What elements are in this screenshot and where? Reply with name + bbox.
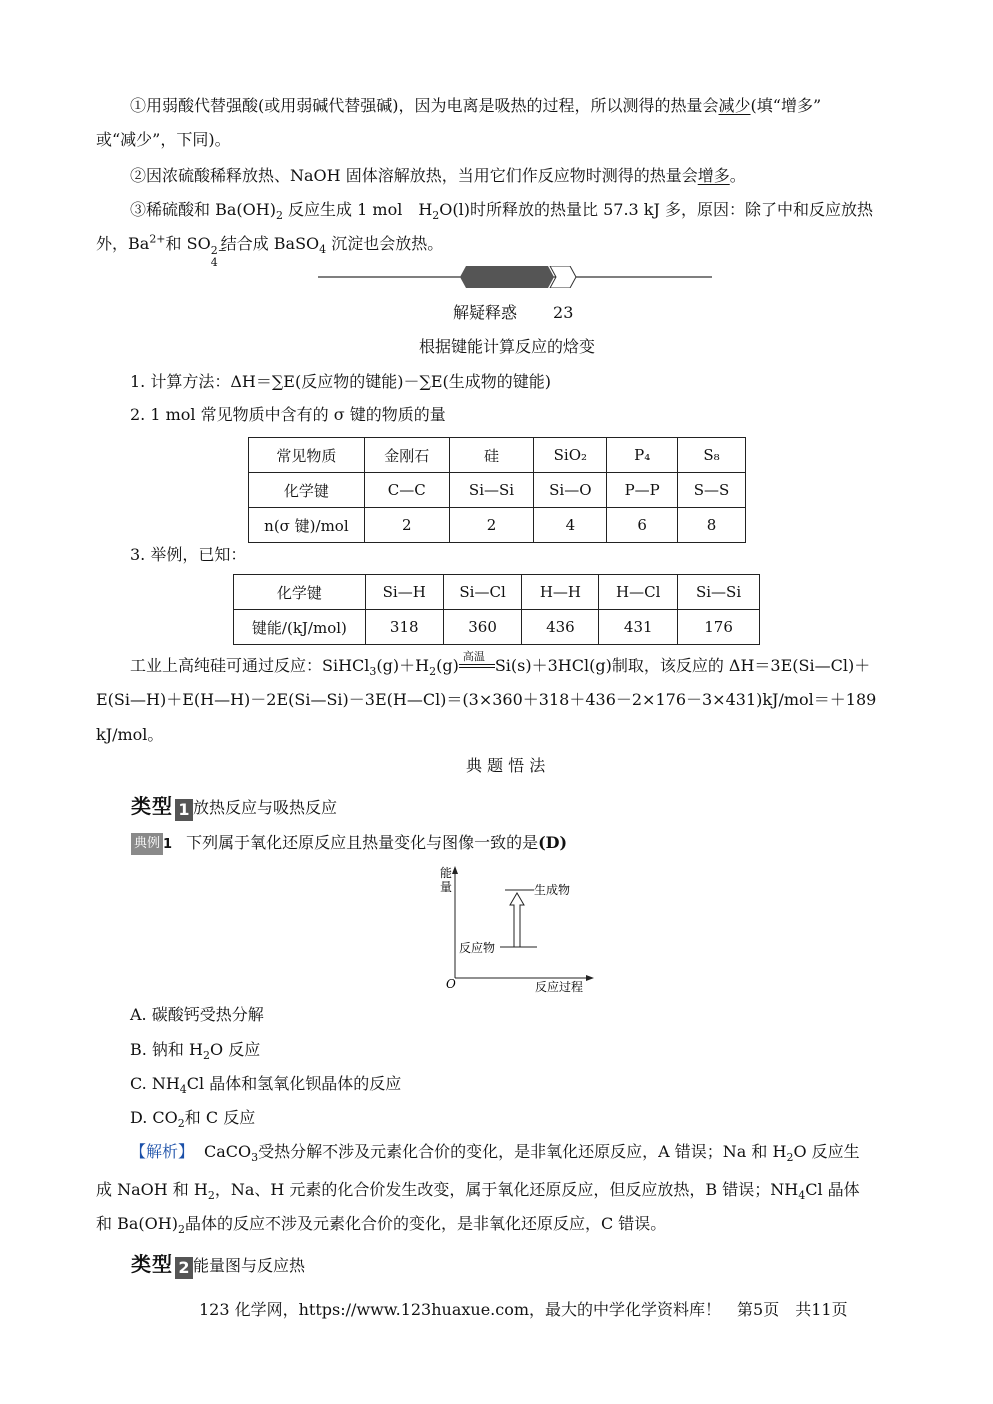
option-text: 和 C 反应 bbox=[184, 1108, 256, 1127]
answer-blank: 增多 bbox=[697, 166, 730, 185]
subscript: 2 bbox=[275, 209, 283, 223]
footer-text: 123 化学网，https://www.123huaxue.com，最大的中学化学资料库！ 第5页 共11页 bbox=[199, 1300, 848, 1319]
x-axis-arrow bbox=[586, 975, 594, 981]
analysis-text: 成 NaOH 和 H bbox=[96, 1180, 208, 1199]
table-cell: 360 bbox=[443, 610, 522, 645]
example-number: 1 bbox=[163, 837, 173, 852]
analysis-text: 受热分解不涉及元素化合价的变化，是非氧化还原反应，A 错误；Na 和 H bbox=[258, 1142, 787, 1161]
y-axis-label-1: 能 bbox=[440, 866, 453, 880]
sigma-bond-table bbox=[248, 437, 746, 543]
method-title bbox=[466, 756, 545, 776]
table-cell: Si—O bbox=[534, 473, 607, 508]
analysis-text: ，Na、H 元素的化合价发生改变，属于氧化还原反应，但反应放热，B 错误；NH bbox=[214, 1180, 799, 1199]
paragraph-text: 结合成 BaSO bbox=[220, 234, 320, 253]
point-2 bbox=[130, 405, 446, 425]
subscript: 3 bbox=[369, 665, 377, 679]
subscript: 4 bbox=[798, 1189, 806, 1203]
section-number: 23 bbox=[553, 303, 574, 322]
point-3 bbox=[130, 545, 246, 565]
method-title-text: 典 题 悟 法 bbox=[466, 756, 546, 775]
table-cell: 176 bbox=[678, 610, 760, 645]
option-a bbox=[130, 1005, 264, 1025]
table-cell: S—S bbox=[678, 473, 746, 508]
page-footer bbox=[199, 1300, 848, 1320]
analysis-text: 晶体的反应不涉及元素化合价的变化，是非氧化还原反应，C 错误。 bbox=[184, 1214, 667, 1233]
example-1 bbox=[131, 833, 567, 855]
calc-text: Si(s)＋3HCl(g)制取，该反应的 ΔH＝3E(Si—Cl)＋ bbox=[494, 656, 871, 675]
analysis-tag: 【解析】 bbox=[130, 1142, 195, 1161]
option-text: O 反应 bbox=[209, 1040, 261, 1059]
paragraph-text: ②因浓硫酸稀释放热、NaOH 固体溶解放热，当用它们作反应物时测得的热量会 bbox=[130, 166, 698, 185]
table-header-cell: 常见物质 bbox=[249, 438, 365, 473]
equals-bar bbox=[459, 664, 495, 665]
table-cell: 4 bbox=[534, 508, 607, 543]
subscript: 2 bbox=[207, 1189, 215, 1203]
table-row bbox=[234, 610, 760, 645]
paragraph-text: 外，Ba bbox=[96, 234, 150, 253]
reaction-condition: 高温 bbox=[462, 650, 485, 663]
subscript: 2 bbox=[177, 1117, 185, 1131]
table-cell: 436 bbox=[522, 610, 599, 645]
type-label: 类型 bbox=[131, 794, 173, 818]
calc-line-3 bbox=[96, 725, 163, 745]
type-label: 类型 bbox=[131, 1252, 173, 1276]
option-c bbox=[130, 1074, 402, 1097]
subscript: 4 bbox=[179, 1083, 187, 1097]
table-cell: 化学键 bbox=[249, 473, 365, 508]
y-axis-arrow bbox=[452, 866, 458, 874]
calc-line-1 bbox=[130, 650, 871, 679]
table-cell: 6 bbox=[607, 508, 678, 543]
section-title-text: 根据键能计算反应的焓变 bbox=[419, 337, 596, 356]
point-text: 2. 1 mol 常见物质中含有的 σ 键的物质的量 bbox=[130, 405, 446, 424]
table-row bbox=[249, 508, 746, 543]
bond-energy-table bbox=[233, 574, 760, 645]
analysis-text: Cl 晶体 bbox=[805, 1180, 860, 1199]
subscript: 2 bbox=[786, 1151, 794, 1165]
subscript: 2 bbox=[202, 1049, 210, 1063]
superscript: 2+ bbox=[149, 232, 166, 246]
paragraph-text: ①用弱酸代替强酸(或用弱碱代替强碱)，因为电离是吸热的过程，所以测得的热量会 bbox=[130, 96, 719, 115]
table-header-cell: Si—Cl bbox=[443, 575, 522, 610]
paragraph-text: (填“增多” bbox=[750, 96, 822, 115]
paragraph-3-line-2: 外，$Ba^{2+}$和 SO 2− 4 结合成 BaSO$_4$ 沉淀也会放热。 bbox=[96, 232, 444, 269]
option-text: C. NH bbox=[130, 1074, 180, 1093]
calc-text: kJ/mol。 bbox=[96, 725, 164, 744]
paragraph-text: 和 SO bbox=[165, 234, 211, 253]
table-header-cell: H—H bbox=[522, 575, 599, 610]
section-title bbox=[419, 337, 595, 357]
type-text: 放热反应与吸热反应 bbox=[193, 798, 338, 817]
energy-arrow bbox=[510, 893, 524, 947]
equals-bar bbox=[459, 667, 495, 668]
type-1-heading bbox=[131, 790, 337, 821]
point-text: 3. 举例，已知： bbox=[130, 545, 247, 564]
calc-text: E(Si—H)＋E(H—H)－2E(Si—Si)－3E(H—Cl)＝(3×360＋318＋436－2×176－3×431)kJ/mol＝＋189 bbox=[96, 690, 877, 709]
subscript: 2 bbox=[429, 665, 437, 679]
type-2-heading bbox=[131, 1248, 305, 1279]
product-label: 生成物 bbox=[534, 883, 571, 897]
option-text: D. CO bbox=[130, 1108, 178, 1127]
table-header-cell: Si—Si bbox=[678, 575, 760, 610]
table-header-cell: H—Cl bbox=[599, 575, 678, 610]
point-1 bbox=[130, 372, 551, 392]
example-question: 下列属于氧化还原反应且热量变化与图像一致的是 bbox=[186, 833, 539, 852]
example-tag: 典例 bbox=[131, 833, 163, 855]
subscript: 2 bbox=[432, 209, 440, 223]
energy-diagram bbox=[430, 860, 600, 996]
table-header-cell: S₈ bbox=[678, 438, 746, 473]
reaction-condition-arrow bbox=[459, 650, 495, 676]
table-header-cell: 金刚石 bbox=[364, 438, 449, 473]
table-cell: P—P bbox=[607, 473, 678, 508]
option-text: A. 碳酸钙受热分解 bbox=[130, 1005, 264, 1024]
option-text: B. 钠和 H bbox=[130, 1040, 203, 1059]
table-cell: n(σ 键)/mol bbox=[249, 508, 365, 543]
point-text: 1. 计算方法：ΔH＝∑E(反应物的键能)－∑E(生成物的键能) bbox=[130, 372, 552, 391]
calc-text: (g)＋H bbox=[376, 656, 430, 675]
paragraph-3-line-1 bbox=[130, 200, 873, 223]
analysis-line-2 bbox=[96, 1180, 860, 1203]
type-text: 能量图与反应热 bbox=[193, 1256, 306, 1275]
analysis-text: O 反应生 bbox=[793, 1142, 860, 1161]
analysis-text: 和 Ba(OH) bbox=[96, 1214, 178, 1233]
origin-label: O bbox=[446, 977, 456, 991]
option-b bbox=[130, 1040, 261, 1063]
analysis-text: CaCO bbox=[204, 1142, 252, 1161]
y-axis-label-2: 量 bbox=[440, 880, 453, 894]
section-divider bbox=[318, 266, 712, 288]
paragraph-text: ③稀硫酸和 Ba(OH) bbox=[130, 200, 276, 219]
subscript: 3 bbox=[251, 1151, 259, 1165]
reactant-label: 反应物 bbox=[459, 941, 496, 955]
paragraph-text: 沉淀也会放热。 bbox=[326, 234, 444, 253]
paragraph-1-line-1 bbox=[130, 96, 821, 116]
table-cell: 2 bbox=[364, 508, 449, 543]
option-d bbox=[130, 1108, 256, 1131]
x-axis-label: 反应过程 bbox=[535, 980, 584, 994]
table-header-cell: 化学键 bbox=[234, 575, 366, 610]
subscript: 2 bbox=[177, 1223, 185, 1237]
table-row bbox=[249, 438, 746, 473]
table-row bbox=[234, 575, 760, 610]
type-number: 1 bbox=[175, 799, 193, 821]
table-cell: Si—Si bbox=[449, 473, 534, 508]
subscript: 4 bbox=[319, 243, 327, 257]
calc-line-2 bbox=[96, 690, 876, 710]
analysis-line-1 bbox=[130, 1142, 860, 1165]
table-header-cell: SiO₂ bbox=[534, 438, 607, 473]
table-cell: 键能/(kJ/mol) bbox=[234, 610, 366, 645]
table-cell: 2 bbox=[449, 508, 534, 543]
example-answer: (D) bbox=[538, 833, 568, 852]
table-header-cell: Si—H bbox=[365, 575, 443, 610]
table-header-cell: P₄ bbox=[607, 438, 678, 473]
paragraph-text: 反应生成 1 mol H bbox=[282, 200, 433, 219]
answer-blank: 减少 bbox=[718, 96, 751, 115]
table-cell: 431 bbox=[599, 610, 678, 645]
table-cell: 318 bbox=[365, 610, 443, 645]
paragraph-2 bbox=[130, 166, 746, 186]
table-row bbox=[249, 473, 746, 508]
calc-text: (g) bbox=[436, 656, 459, 675]
paragraph-text: 或“减少”，下同)。 bbox=[96, 130, 231, 149]
table-cell: 8 bbox=[678, 508, 746, 543]
paragraph-text: O(l)时所释放的热量比 57.3 kJ 多，原因：除了中和反应放热 bbox=[439, 200, 873, 219]
table-header-cell: 硅 bbox=[449, 438, 534, 473]
paragraph-text: 。 bbox=[729, 166, 746, 185]
section-label-text: 解疑释惑 bbox=[453, 303, 518, 322]
option-text: Cl 晶体和氢氧化钡晶体的反应 bbox=[186, 1074, 402, 1093]
analysis-line-3 bbox=[96, 1214, 667, 1237]
type-number: 2 bbox=[175, 1257, 193, 1279]
table-cell: C—C bbox=[364, 473, 449, 508]
paragraph-1-line-2 bbox=[96, 130, 231, 150]
calc-text: 工业上高纯硅可通过反应：SiHCl bbox=[130, 656, 370, 675]
section-label bbox=[453, 303, 573, 323]
